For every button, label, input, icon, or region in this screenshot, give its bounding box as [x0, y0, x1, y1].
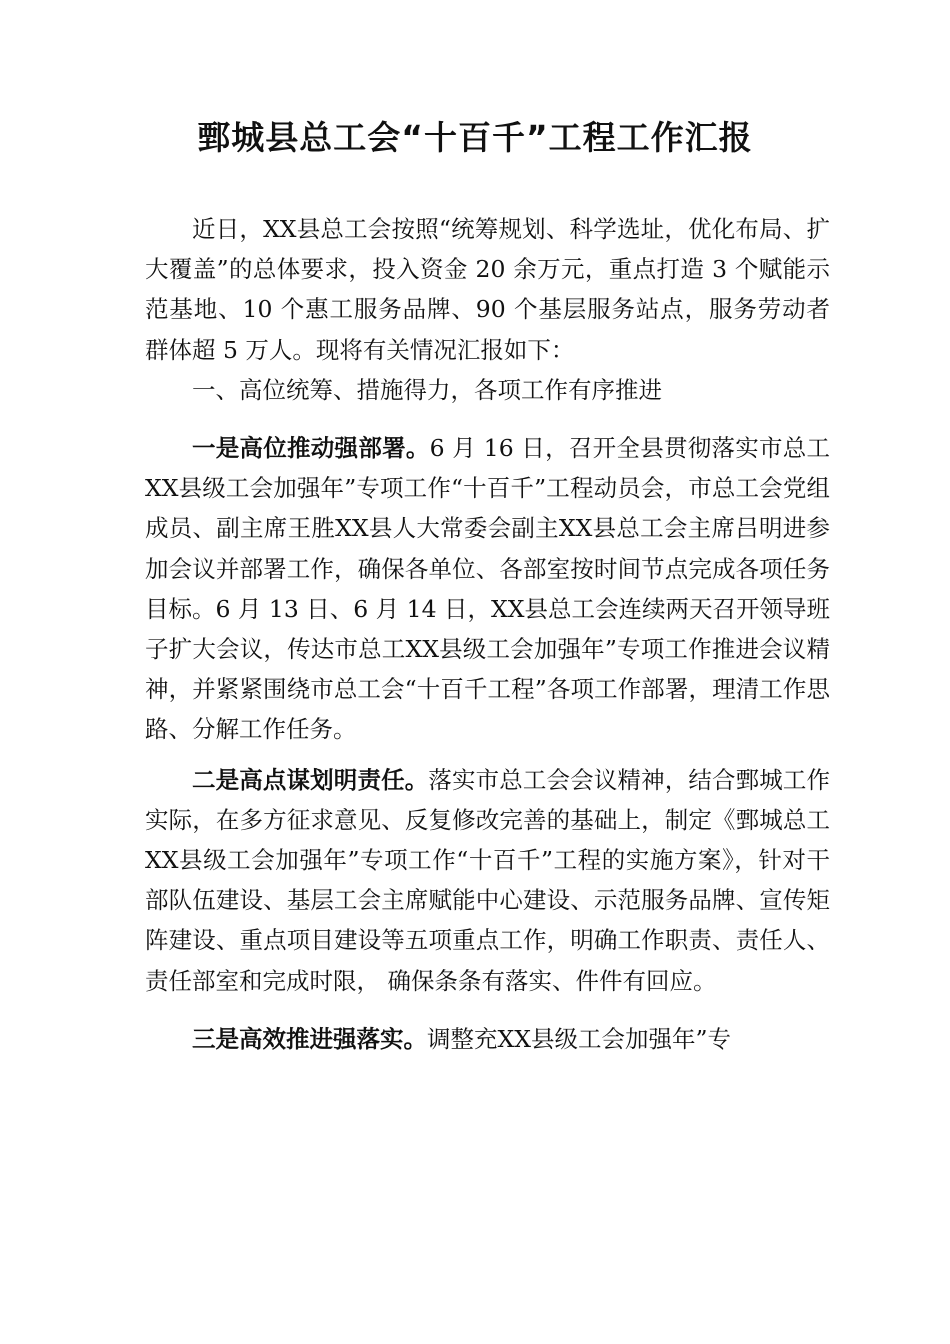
point-text-1: 6 月 16 日，召开全县贯彻落实市总工XX县级工会加强年”专项工作“十百千”工程动员会，市总工会党组成员、副主席王胜XX县人大常委会副主XX县总工会主席吕明进参加会议并部署工作，确保各单位、各部室按时间节点完成各项任务目标。6 月 13 日、6 月 14 日，XX县总工会连续两天召开领导班子扩大会议，传达市总工XX县级工会加强年”专项工作推进会议精神，并紧紧围绕市总工会“十百千工程”各项工作部署，理清工作思路、分解工作任务。 — [145, 434, 831, 744]
point-paragraph-2 — [145, 760, 830, 1001]
document-title: 鄄城县总工会“十百千”工程工作汇报 — [197, 118, 753, 157]
point-lead-2: 二是高点谋划明责任。 — [192, 765, 429, 794]
document-body — [145, 209, 830, 1059]
point-lead-1: 一是高位推动强部署。 — [192, 434, 430, 463]
point-paragraph-3 — [145, 1019, 830, 1059]
point-text-3: 调整充XX县级工会加强年”专 — [427, 1024, 731, 1053]
point-paragraph-1 — [145, 428, 830, 750]
point-lead-3: 三是高效推进强落实。 — [192, 1024, 427, 1053]
intro-paragraph: 近日，XX县总工会按照“统筹规划、科学选址，优化布局、扩大覆盖”的总体要求，投入资金 20 余万元，重点打造 3 个赋能示范基地、10 个惠工服务品牌、90 个基层服务站点，服务劳动者群体超 5 万人。现将有关情况汇报如下： — [145, 215, 830, 364]
point-text-2: 落实市总工会会议精神，结合鄄城工作实际，在多方征求意见、反复修改完善的基础上，制定《鄄城总工XX县级工会加强年”专项工作“十百千”工程的实施方案》，针对干部队伍建设、基层工会主席赋能中心建设、示范服务品牌、宣传矩阵建设、重点项目建设等五项重点工作，明确工作职责、责任人、责任部室和完成时限， 确保条条有落实、件件有回应。 — [145, 765, 831, 995]
section-heading: 一、高位统筹、措施得力，各项工作有序推进 — [192, 375, 662, 404]
